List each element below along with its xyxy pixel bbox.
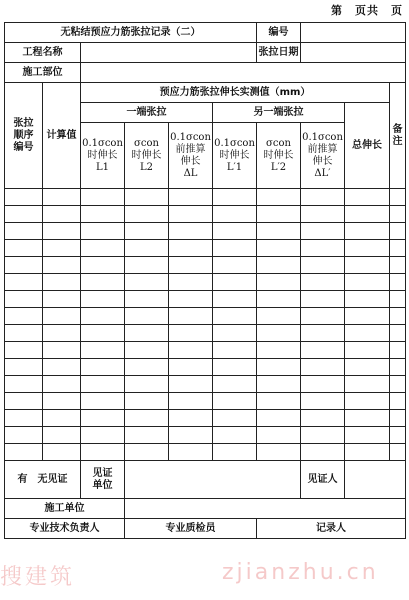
table-cell[interactable] [81, 393, 125, 410]
table-cell[interactable] [390, 223, 406, 240]
table-cell[interactable] [390, 206, 406, 223]
table-cell[interactable] [345, 274, 390, 291]
table-cell[interactable] [81, 240, 125, 257]
table-row [5, 257, 406, 274]
table-cell[interactable] [43, 189, 81, 206]
number-value[interactable] [301, 23, 406, 43]
watermark [0, 560, 409, 590]
table-cell[interactable] [390, 376, 406, 393]
table-cell[interactable] [345, 257, 390, 274]
table-cell[interactable] [5, 274, 43, 291]
date-value[interactable] [301, 43, 406, 63]
table-cell[interactable] [301, 325, 345, 342]
table-cell[interactable] [125, 376, 169, 393]
table-cell[interactable] [43, 410, 81, 427]
table-cell[interactable] [5, 189, 43, 206]
table-cell[interactable] [301, 223, 345, 240]
site-row [5, 63, 406, 83]
table-row [5, 359, 406, 376]
table-cell[interactable] [257, 291, 301, 308]
table-cell[interactable] [169, 342, 213, 359]
table-cell[interactable] [169, 444, 213, 461]
table-cell[interactable] [345, 240, 390, 257]
table-cell[interactable] [43, 444, 81, 461]
table-cell[interactable] [213, 359, 257, 376]
table-cell[interactable] [213, 257, 257, 274]
tech-lead-label: 专业技术负责人 [5, 519, 125, 539]
table-cell[interactable] [169, 291, 213, 308]
table-cell[interactable] [345, 308, 390, 325]
table-cell[interactable] [169, 206, 213, 223]
table-cell[interactable] [345, 427, 390, 444]
table-cell[interactable] [81, 274, 125, 291]
table-cell[interactable] [257, 206, 301, 223]
table-cell[interactable] [213, 240, 257, 257]
one-end-header: 一端张拉 [81, 103, 213, 123]
table-cell[interactable] [81, 359, 125, 376]
table-cell[interactable] [5, 240, 43, 257]
table-cell[interactable] [169, 223, 213, 240]
table-cell[interactable] [345, 342, 390, 359]
table-row [5, 376, 406, 393]
table-cell[interactable] [125, 240, 169, 257]
table-cell[interactable] [345, 291, 390, 308]
table-cell[interactable] [125, 393, 169, 410]
table-row [5, 206, 406, 223]
table-cell[interactable] [257, 189, 301, 206]
table-cell[interactable] [390, 410, 406, 427]
table-cell[interactable] [213, 206, 257, 223]
table-cell[interactable] [390, 342, 406, 359]
table-cell[interactable] [5, 342, 43, 359]
table-row [5, 444, 406, 461]
c4-header: 0.1σcon 时伸长 L′1 [213, 123, 257, 189]
table-cell[interactable] [301, 359, 345, 376]
table-row [5, 291, 406, 308]
table-cell[interactable] [169, 308, 213, 325]
table-cell[interactable] [5, 393, 43, 410]
table-row [5, 223, 406, 240]
site-value[interactable] [81, 63, 406, 83]
table-cell[interactable] [125, 342, 169, 359]
table-cell[interactable] [43, 308, 81, 325]
table-cell[interactable] [43, 359, 81, 376]
table-row [5, 308, 406, 325]
table-cell[interactable] [390, 308, 406, 325]
project-label: 工程名称 [5, 43, 81, 63]
table-cell[interactable] [301, 291, 345, 308]
form-title: 无粘结预应力筋张拉记录（二） [5, 23, 257, 43]
table-row [5, 427, 406, 444]
table-cell[interactable] [257, 240, 301, 257]
table-cell[interactable] [257, 444, 301, 461]
table-cell[interactable] [257, 359, 301, 376]
table-cell[interactable] [169, 427, 213, 444]
table-cell[interactable] [5, 427, 43, 444]
table-cell[interactable] [81, 410, 125, 427]
table-cell[interactable] [81, 189, 125, 206]
table-cell[interactable] [43, 427, 81, 444]
table-cell[interactable] [390, 359, 406, 376]
table-cell[interactable] [81, 308, 125, 325]
table-cell[interactable] [301, 342, 345, 359]
table-cell[interactable] [257, 393, 301, 410]
table-cell[interactable] [5, 359, 43, 376]
table-row [5, 189, 406, 206]
table-cell[interactable] [81, 427, 125, 444]
table-cell[interactable] [345, 223, 390, 240]
table-cell[interactable] [5, 325, 43, 342]
witness-unit-value[interactable] [125, 461, 301, 499]
project-value[interactable] [81, 43, 257, 63]
page-number-label: 第 页共 页 [331, 4, 403, 17]
table-cell[interactable] [390, 444, 406, 461]
table-cell[interactable] [213, 376, 257, 393]
table-cell[interactable] [5, 223, 43, 240]
table-cell[interactable] [43, 240, 81, 257]
table-cell[interactable] [81, 291, 125, 308]
table-cell[interactable] [43, 223, 81, 240]
table-cell[interactable] [5, 257, 43, 274]
recorder-label: 记录人 [257, 519, 406, 539]
table-cell[interactable] [81, 257, 125, 274]
table-cell[interactable] [345, 376, 390, 393]
table-cell[interactable] [257, 427, 301, 444]
table-cell[interactable] [125, 427, 169, 444]
table-cell[interactable] [125, 274, 169, 291]
c1-header: 0.1σcon 时伸长 L1 [81, 123, 125, 189]
table-cell[interactable] [169, 410, 213, 427]
table-cell[interactable] [345, 325, 390, 342]
table-cell[interactable] [169, 189, 213, 206]
table-cell[interactable] [169, 257, 213, 274]
table-cell[interactable] [345, 444, 390, 461]
table-cell[interactable] [169, 240, 213, 257]
watermark-cn: 搜建筑 [0, 565, 76, 590]
table-cell[interactable] [257, 325, 301, 342]
table-cell[interactable] [5, 444, 43, 461]
table-cell[interactable] [125, 444, 169, 461]
table-cell[interactable] [345, 359, 390, 376]
c6-header: 0.1σcon 前推算 伸长 ΔL′ [301, 123, 345, 189]
table-cell[interactable] [390, 427, 406, 444]
table-cell[interactable] [169, 274, 213, 291]
data-rows [5, 189, 406, 461]
table-cell[interactable] [301, 189, 345, 206]
seq-header: 张拉 顺序 编号 [5, 83, 43, 189]
witness-presence: 有 无见证 [5, 461, 81, 499]
table-cell[interactable] [301, 444, 345, 461]
construction-unit-value[interactable] [125, 499, 406, 519]
table-cell[interactable] [213, 223, 257, 240]
table-cell[interactable] [213, 427, 257, 444]
table-cell[interactable] [213, 291, 257, 308]
remark-header: 备 注 [390, 83, 406, 189]
table-cell[interactable] [125, 206, 169, 223]
table-cell[interactable] [390, 274, 406, 291]
date-label: 张拉日期 [257, 43, 301, 63]
table-cell[interactable] [257, 376, 301, 393]
witness-unit-label: 见证 单位 [81, 461, 125, 499]
watermark-url: zjianzhu.cn [222, 560, 379, 585]
table-cell[interactable] [81, 444, 125, 461]
table-cell[interactable] [125, 325, 169, 342]
table-cell[interactable] [81, 223, 125, 240]
table-cell[interactable] [81, 325, 125, 342]
table-cell[interactable] [5, 308, 43, 325]
table-cell[interactable] [301, 206, 345, 223]
table-cell[interactable] [301, 274, 345, 291]
table-cell[interactable] [390, 240, 406, 257]
table-row [5, 393, 406, 410]
table-cell[interactable] [125, 223, 169, 240]
other-end-header: 另一端张拉 [213, 103, 345, 123]
c5-header: σcon 时伸长 L′2 [257, 123, 301, 189]
table-cell[interactable] [169, 376, 213, 393]
table-cell[interactable] [345, 206, 390, 223]
table-cell[interactable] [169, 325, 213, 342]
table-cell[interactable] [301, 240, 345, 257]
table-cell[interactable] [125, 410, 169, 427]
table-cell[interactable] [257, 410, 301, 427]
measured-group-header: 预应力筋张拉伸长实测值（mm） [81, 83, 390, 103]
table-row [5, 240, 406, 257]
table-cell[interactable] [125, 291, 169, 308]
table-cell[interactable] [301, 376, 345, 393]
table-cell[interactable] [213, 444, 257, 461]
table-cell[interactable] [213, 410, 257, 427]
table-cell[interactable] [81, 206, 125, 223]
table-cell[interactable] [5, 410, 43, 427]
table-cell[interactable] [43, 274, 81, 291]
table-cell[interactable] [125, 189, 169, 206]
table-cell[interactable] [301, 427, 345, 444]
table-cell[interactable] [390, 393, 406, 410]
table-cell[interactable] [257, 257, 301, 274]
table-row [5, 325, 406, 342]
table-cell[interactable] [81, 342, 125, 359]
table-cell[interactable] [390, 189, 406, 206]
table-cell[interactable] [213, 308, 257, 325]
calc-header: 计算值 [43, 83, 81, 189]
table-cell[interactable] [43, 325, 81, 342]
table-cell[interactable] [257, 308, 301, 325]
table-cell[interactable] [257, 342, 301, 359]
table-cell[interactable] [301, 257, 345, 274]
witness-row [5, 461, 406, 499]
table-cell[interactable] [213, 274, 257, 291]
signature-row [5, 519, 406, 539]
table-cell[interactable] [81, 376, 125, 393]
table-row [5, 342, 406, 359]
title-row [5, 23, 406, 43]
total-header: 总伸长 [345, 103, 390, 189]
site-label: 施工部位 [5, 63, 81, 83]
table-cell[interactable] [390, 257, 406, 274]
header-row-1 [5, 83, 406, 103]
table-cell[interactable] [345, 393, 390, 410]
table-cell[interactable] [257, 274, 301, 291]
table-cell[interactable] [43, 393, 81, 410]
table-cell[interactable] [43, 206, 81, 223]
witness-person-value[interactable] [345, 461, 406, 499]
construction-unit-row [5, 499, 406, 519]
table-cell[interactable] [5, 206, 43, 223]
table-cell[interactable] [5, 291, 43, 308]
tension-record-form [4, 22, 406, 539]
project-row [5, 43, 406, 63]
witness-person-label: 见证人 [301, 461, 345, 499]
construction-unit-label: 施工单位 [5, 499, 125, 519]
table-row [5, 274, 406, 291]
table-cell[interactable] [345, 189, 390, 206]
table-cell[interactable] [43, 257, 81, 274]
table-cell[interactable] [213, 325, 257, 342]
table-cell[interactable] [301, 308, 345, 325]
table-cell[interactable] [169, 359, 213, 376]
table-cell[interactable] [43, 376, 81, 393]
number-label: 编号 [257, 23, 301, 43]
quality-inspector-label: 专业质检员 [125, 519, 257, 539]
table-cell[interactable] [213, 393, 257, 410]
table-cell[interactable] [301, 393, 345, 410]
table-cell[interactable] [213, 342, 257, 359]
table-row [5, 410, 406, 427]
c2-header: σcon 时伸长 L2 [125, 123, 169, 189]
table-cell[interactable] [390, 291, 406, 308]
table-cell[interactable] [125, 359, 169, 376]
table-cell[interactable] [125, 308, 169, 325]
table-cell[interactable] [257, 223, 301, 240]
table-cell[interactable] [301, 410, 345, 427]
table-cell[interactable] [213, 189, 257, 206]
table-cell[interactable] [5, 376, 43, 393]
c3-header: 0.1σcon 前推算 伸长 ΔL [169, 123, 213, 189]
table-cell[interactable] [43, 342, 81, 359]
table-cell[interactable] [169, 393, 213, 410]
table-cell[interactable] [345, 410, 390, 427]
table-cell[interactable] [125, 257, 169, 274]
table-cell[interactable] [43, 291, 81, 308]
table-cell[interactable] [390, 325, 406, 342]
